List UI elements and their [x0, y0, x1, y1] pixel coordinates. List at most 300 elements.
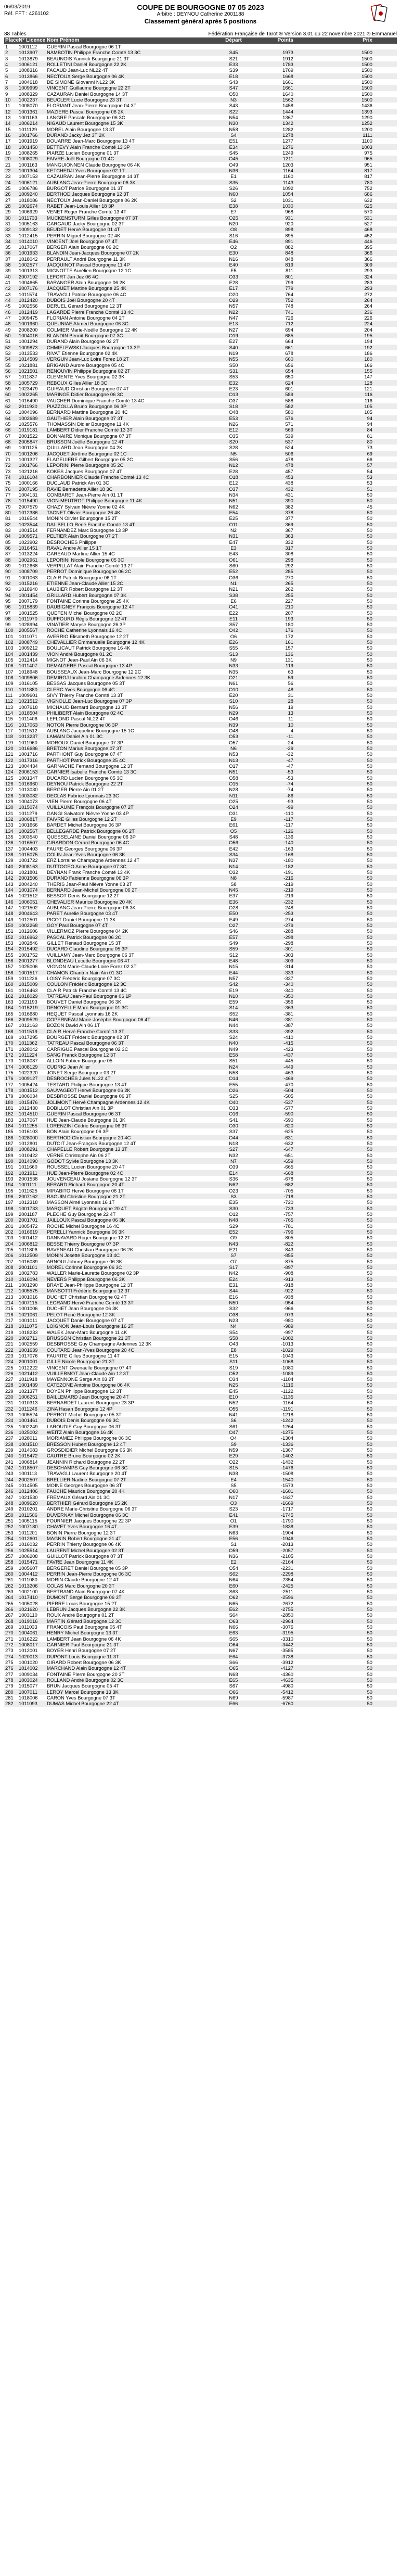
cell-prix: 50 [367, 1311, 372, 1317]
cell-licence: 1009806 [19, 675, 38, 681]
table-row [4, 56, 397, 61]
cell-nom: RENOUVIN Philippe Bourgogne 02 2T [47, 368, 131, 374]
cell-nom: ROCHE Catherine Lyonnais 16 4C [47, 627, 122, 633]
cell-licence: 1018029 [19, 993, 38, 999]
cell-place: 32 [5, 226, 11, 233]
cell-licence: 2007192 [19, 273, 38, 280]
cell-depart: O35 [229, 433, 238, 439]
cell-depart: O44 [229, 1134, 238, 1140]
cell-licence: 1010313 [19, 1400, 38, 1406]
cell-nom: VION André Bourgogne 01 2C [47, 651, 113, 657]
cell-depart: E58 [229, 1052, 238, 1058]
cell-depart: E48 [229, 957, 238, 963]
cell-licence: 1005424 [19, 1081, 38, 1087]
cell-place: 104 [5, 651, 14, 657]
cell-place: 199 [5, 1211, 14, 1217]
cell-place: 119 [5, 739, 13, 745]
cell-prix: 166 [364, 362, 372, 368]
table-row [4, 1435, 397, 1441]
tables-count: 88 Tables [4, 31, 27, 37]
cell-prix: 50 [367, 1046, 372, 1052]
cell-depart: E38 [229, 202, 238, 209]
cell-licence: 2007195 [19, 486, 38, 492]
cell-nom: ROLLETINI Daniel Bourgogne 22 2K [47, 61, 127, 67]
cell-place: 82 [5, 521, 11, 527]
cell-nom: BLONDEAU Lucette Bourgogne 06 4T [47, 957, 130, 963]
table-row [4, 1282, 397, 1288]
cell-depart: O48 [229, 728, 238, 734]
table-row [4, 745, 397, 751]
cell-place: 78 [5, 498, 11, 504]
cell-nom: BOUSSEAUX Jean-Marc Bourgogne 12 2C [47, 668, 141, 675]
table-row [4, 1300, 397, 1305]
cell-nom: CARON Yves Bourgogne 07 3T [47, 1694, 115, 1701]
cell-licence: 1002237 [19, 96, 38, 103]
cell-points: 56 [288, 680, 293, 687]
cell-place: 221 [5, 1341, 14, 1347]
cell-points: 478 [285, 462, 293, 468]
cell-depart: E32 [229, 379, 238, 386]
cell-points: -356 [283, 999, 293, 1005]
table-row [4, 262, 397, 268]
cell-prix: 50 [367, 757, 372, 763]
cell-place: 110 [5, 686, 13, 692]
cell-licence: 1004665 [19, 280, 38, 286]
cell-points: -966 [283, 1305, 293, 1312]
cell-nom: LORENZINI Cédric Bourgogne 06 3T [47, 1123, 127, 1129]
table-row [4, 1323, 397, 1329]
table-row [4, 1005, 397, 1010]
cell-depart: N18 [229, 1140, 238, 1147]
cell-place: 243 [5, 1470, 14, 1477]
table-row [4, 616, 397, 621]
cell-prix: 50 [367, 940, 372, 946]
table-row [4, 692, 397, 698]
cell-licence: 1009212 [19, 645, 38, 651]
cell-licence: 1002100 [19, 1588, 38, 1594]
cell-depart: N51 [229, 769, 238, 775]
cell-points: -908 [283, 1270, 293, 1276]
cell-licence: 1011960 [19, 739, 37, 745]
cell-points: -3585 [281, 1647, 293, 1654]
table-row [4, 44, 397, 49]
cell-nom: BRUSSON Joëlle Bourgogne 12 4T [47, 438, 124, 445]
cell-licence: 1012386 [19, 509, 38, 515]
cell-depart: E28 [229, 468, 238, 474]
cell-depart: S36 [229, 1176, 238, 1182]
cell-licence: 1001290 [19, 1281, 38, 1288]
cell-licence: 1016105 [19, 680, 38, 687]
table-row [4, 91, 397, 97]
cell-licence: 2005847 [19, 438, 38, 445]
cell-licence: 1001752 [19, 951, 38, 958]
cell-place: 55 [5, 362, 11, 368]
cell-prix: 50 [367, 893, 372, 899]
cell-licence: 1001313 [19, 268, 38, 274]
cell-place: 136 [5, 840, 14, 846]
cell-nom: BON Alain Bourgogne 06 3P [47, 1128, 109, 1135]
cell-place: 224 [5, 1359, 14, 1365]
cell-points: 748 [285, 303, 293, 309]
cell-points: -1637 [281, 1494, 293, 1500]
cell-depart: O37 [229, 486, 238, 492]
cell-licence: 1006929 [19, 209, 38, 215]
cell-licence: 1011075 [19, 1323, 37, 1329]
cell-depart: O46 [229, 716, 238, 722]
cell-depart: S16 [229, 232, 238, 238]
cell-depart: S45 [229, 49, 238, 56]
cell-licence: 1011660 [19, 1164, 37, 1170]
cell-prix: 66 [367, 456, 372, 462]
cell-licence: 1018504 [19, 710, 38, 716]
cell-prix: 50 [367, 810, 372, 816]
cell-prix: 105 [364, 403, 372, 410]
table-row [4, 1359, 397, 1364]
table-row [4, 621, 397, 627]
table-row [4, 1559, 397, 1565]
cell-points: -504 [283, 1087, 293, 1094]
table-row [4, 268, 397, 273]
cell-depart: N69 [229, 1694, 238, 1701]
cell-points: -2013 [281, 1541, 293, 1547]
cell-depart: N53 [229, 751, 238, 757]
cell-points: 895 [285, 232, 293, 238]
cell-licence: 1021801 [19, 869, 38, 875]
cell-depart: O45 [229, 156, 238, 162]
cell-prix: 50 [367, 1694, 372, 1701]
cell-prix: 50 [367, 698, 372, 704]
cell-place: 272 [5, 1641, 14, 1647]
cell-licence: 1001919 [19, 138, 38, 144]
cell-depart: N36 [229, 1553, 238, 1559]
cell-depart: E4 [230, 1476, 237, 1482]
table-row [4, 144, 397, 150]
table-row [4, 403, 397, 409]
table-row [4, 928, 397, 934]
cell-licence: 2009529 [19, 1017, 38, 1023]
cell-place: 257 [5, 1553, 14, 1559]
cell-place: 134 [5, 828, 14, 834]
cell-depart: O34 [229, 1376, 238, 1382]
cell-nom: RAVIE Bernadette Allier 18 3C [47, 486, 113, 492]
cell-nom: BERTHOD Christian Bourgogne 20 4C [47, 1134, 131, 1140]
cell-nom: VERNE Christophe Ain 06 2T [47, 1152, 111, 1158]
cell-licence: 2015492 [19, 946, 38, 952]
cell-place: 175 [5, 1070, 14, 1076]
cell-prix: 94 [367, 421, 372, 427]
cell-points: 779 [285, 285, 293, 291]
table-row [4, 1170, 397, 1176]
cell-depart: S44 [229, 1288, 238, 1294]
cell-nom: FLORIAN Antoine Bourgogne 04 2T [47, 315, 125, 321]
cell-nom: MICHAUD Bernard Bourgogne 13 3T [47, 704, 127, 710]
cell-depart: O43 [229, 1341, 238, 1347]
cell-nom: BRUSSON Christian Bourgogne 21 3T [47, 1335, 131, 1341]
cell-nom: BRETON Marius Bourgogne 07 3T [47, 745, 122, 752]
cell-nom: DUTTOGEO Anne Bourgogne 07 3C [47, 863, 127, 869]
table-row [4, 156, 397, 161]
cell-points: 848 [285, 256, 293, 262]
cell-nom: TATREAU Jean-Paul Bourgogne 06 1P [47, 993, 132, 999]
cell-nom: VIEN Pierre Bourgogne 06 4T [47, 798, 112, 804]
cell-points: 726 [285, 315, 293, 321]
cell-points: 255 [285, 592, 293, 598]
cell-prix: 366 [364, 256, 372, 262]
cell-nom: DUBOIS Joël Bourgogne 20 4T [47, 297, 115, 303]
cell-licence: 1006121 [19, 179, 38, 185]
cell-place: 276 [5, 1665, 14, 1671]
cell-points: -1275 [281, 1429, 293, 1436]
cell-nom: RIVAT Étienne Bourgogne 02 4K [47, 350, 118, 357]
cell-prix: 50 [367, 863, 372, 869]
cell-depart: N55 [229, 356, 238, 362]
cell-licence: 1019181 [19, 427, 38, 433]
cell-nom: TACNET Olivier Bourgogne 26 4K [47, 509, 121, 515]
table-header [4, 37, 397, 44]
cell-nom: BOULICAUT Patrick Bourgogne 16 4K [47, 645, 131, 651]
table-row [4, 132, 397, 138]
cell-points: -733 [283, 1205, 293, 1211]
cell-place: 241 [5, 1458, 14, 1465]
cell-place: 57 [5, 374, 11, 380]
table-row [4, 1070, 397, 1075]
cell-points: -705 [283, 1187, 293, 1194]
cell-points: 28 [288, 698, 293, 704]
cell-prix: 50 [367, 721, 372, 728]
cell-nom: MARINGE Didier Bourgogne 06 3C [47, 391, 123, 398]
cell-points: -781 [283, 1223, 293, 1229]
cell-points: -1304 [281, 1435, 293, 1441]
cell-nom: SAUVAGEOT Hervé Bourgogne 06 2K [47, 1087, 131, 1094]
cell-nom: GAUTHIER Alain Bourgogne 07 3T [47, 415, 123, 421]
cell-depart: N32 [229, 1152, 238, 1158]
cell-prix: 50 [367, 675, 372, 681]
table-row [4, 1612, 397, 1618]
cell-nom: LAUBIER Robert Bourgogne 12 3T [47, 586, 123, 592]
cell-licence: 2001506 [19, 875, 38, 881]
cell-place: 172 [5, 1052, 14, 1058]
cell-place: 21 [5, 161, 11, 168]
cell-nom: PERELLI Yannick Bourgogne 06 3K [47, 1228, 125, 1235]
cell-depart: S1 [230, 1541, 237, 1547]
cell-place: 200 [5, 1217, 14, 1223]
cell-points: 569 [285, 427, 293, 433]
table-row [4, 698, 397, 704]
cell-licence: 1016507 [19, 840, 38, 846]
cell-points: -2511 [281, 1588, 293, 1594]
cell-points: 378 [285, 509, 293, 515]
cell-points: -469 [283, 1075, 293, 1082]
table-row [4, 934, 397, 940]
cell-place: 229 [5, 1388, 14, 1394]
table-row [4, 492, 397, 498]
cell-points: -980 [283, 1317, 293, 1323]
cell-licence: 1021881 [19, 362, 38, 368]
cell-place: 63 [5, 409, 11, 415]
cell-licence: 1021216 [19, 468, 38, 474]
cell-depart: O3 [230, 1500, 237, 1506]
cell-prix: 272 [364, 291, 372, 297]
cell-points: -805 [283, 1235, 293, 1241]
cell-nom: PASCAL Patrick Bourgogne 06 2C [47, 934, 122, 940]
cell-licence: 1016680 [19, 1010, 38, 1017]
cell-place: 164 [5, 1005, 14, 1011]
cell-depart: N13 [229, 757, 238, 763]
cell-licence: 2001701 [19, 1217, 38, 1223]
cell-points: 848 [285, 250, 293, 256]
cell-place: 62 [5, 403, 11, 410]
cell-depart: O36 [229, 574, 238, 580]
cell-licence: 1011574 [19, 291, 37, 297]
cell-points: 1164 [282, 167, 293, 173]
cell-place: 240 [5, 1453, 14, 1459]
table-row [4, 415, 397, 421]
cell-depart: E12 [229, 480, 238, 486]
cell-licence: 1028011 [19, 1435, 37, 1441]
cell-nom: CARRIGUE Pascal Bourgogne 02 3C [47, 1046, 128, 1052]
table-row [4, 1093, 397, 1099]
cell-points: -765 [283, 1217, 293, 1223]
table-row [4, 510, 397, 515]
cell-nom: KETCHEDJI Yves Bourgogne 02 1T [47, 167, 125, 173]
cell-prix: 50 [367, 922, 372, 928]
cell-points: 920 [285, 220, 293, 226]
cell-depart: S53 [229, 374, 238, 380]
cell-prix: 50 [367, 981, 372, 987]
cell-place: 92 [5, 580, 11, 586]
cell-prix: 50 [367, 781, 372, 787]
table-row [4, 1164, 397, 1170]
table-row [4, 280, 397, 285]
cell-depart: O23 [229, 1187, 238, 1194]
cell-depart: O6 [230, 633, 237, 639]
cell-prix: 50 [367, 928, 372, 934]
cell-licence: 1008070 [19, 103, 38, 109]
cell-licence: 1016222 [19, 1635, 38, 1642]
cell-place: 252 [5, 1524, 14, 1530]
cell-prix: 50 [367, 739, 372, 745]
cell-depart: E34 [229, 144, 238, 150]
table-row [4, 993, 397, 999]
table-row [4, 675, 397, 680]
cell-prix: 50 [367, 1034, 372, 1040]
cell-prix: 1500 [361, 85, 372, 91]
cell-prix: 817 [364, 167, 372, 173]
cell-depart: O60 [229, 1488, 238, 1494]
cell-licence: 1023902 [19, 539, 38, 545]
table-row [4, 1400, 397, 1405]
cell-depart: O53 [229, 733, 238, 740]
cell-prix: 50 [367, 1128, 372, 1135]
cell-place: 34 [5, 238, 11, 244]
cell-depart: S30 [229, 1205, 238, 1211]
cell-licence: 1001514 [19, 527, 38, 533]
cell-depart: S14 [229, 1005, 238, 1011]
cell-points: -537 [283, 1099, 293, 1105]
cell-prix: 51 [367, 486, 372, 492]
cell-prix: 50 [367, 828, 372, 834]
cell-licence: 1012801 [19, 1140, 38, 1147]
cell-prix: 50 [367, 509, 372, 515]
cell-depart: E45 [229, 1388, 238, 1394]
cell-prix: 50 [367, 1052, 372, 1058]
cell-licence: 1023479 [19, 386, 38, 392]
table-row [4, 687, 397, 692]
cell-place: 179 [5, 1093, 14, 1099]
cell-prix: 155 [364, 368, 372, 374]
cell-depart: N39 [229, 721, 238, 728]
table-row [4, 244, 397, 250]
cell-nom: FAUCHE Maurice Bourgogne 20 4K [47, 1488, 125, 1494]
table-row [4, 1017, 397, 1022]
cell-nom: PIERRE Louis Bourgogne 15 2T [47, 1600, 117, 1606]
cell-depart: N1 [230, 580, 237, 586]
cell-prix: 951 [364, 161, 372, 168]
cell-prix: 50 [367, 1335, 372, 1341]
cell-points: 968 [285, 209, 293, 215]
cell-points: -363 [283, 1005, 293, 1011]
cell-depart: N35 [229, 668, 238, 675]
cell-licence: 1021193 [19, 999, 37, 1005]
table-row [4, 1406, 397, 1412]
cell-depart: N42 [229, 1270, 238, 1276]
cell-licence: 1018006 [19, 1694, 38, 1701]
cell-nom: FRANCOIS Paul Bourgogne 05 4T [47, 1623, 122, 1630]
cell-points: -279 [283, 922, 293, 928]
cell-depart: N45 [229, 886, 238, 893]
cell-licence: 2004240 [19, 881, 38, 887]
cell-nom: GRILLARD Hubert Bourgogne 07 3K [47, 592, 127, 598]
cell-depart: S20 [229, 438, 238, 445]
cell-depart: N6 [230, 745, 237, 752]
cell-prix: 50 [367, 1022, 372, 1029]
cell-licence: 1017076 [19, 1352, 38, 1359]
cell-place: 70 [5, 450, 11, 456]
cell-depart: N10 [229, 993, 238, 999]
cell-points: -117 [283, 822, 293, 828]
cell-points: -1002 [281, 1335, 293, 1341]
table-row [4, 1695, 397, 1701]
cell-points: 1282 [282, 126, 293, 132]
cell-prix: 50 [367, 957, 372, 963]
table-row [4, 963, 397, 969]
table-row [4, 1447, 397, 1453]
cell-prix: 81 [367, 433, 372, 439]
cell-points: -1745 [281, 1512, 293, 1518]
cell-prix: 50 [367, 1630, 372, 1636]
cell-prix: 50 [367, 1394, 372, 1400]
cell-licence: 1012606 [19, 928, 38, 934]
cell-place: 270 [5, 1630, 14, 1636]
cell-prix: 50 [367, 963, 372, 970]
cell-depart: S29 [229, 1223, 238, 1229]
cell-points: 1092 [282, 185, 293, 191]
cell-points: -922 [283, 1288, 293, 1294]
cell-nom: ZINA Hasan Bourgogne 12 4P [47, 1405, 113, 1412]
table-row [4, 1264, 397, 1270]
cell-nom: ARNOUI Johnny Bourgogne 06 3K [47, 1258, 122, 1264]
cell-depart: N8 [230, 875, 237, 881]
cell-licence: 1018042 [19, 256, 38, 262]
cell-nom: JACQUET Daniel Bourgogne 07 4T [47, 1317, 124, 1323]
cell-prix: 975 [364, 149, 372, 156]
table-row [4, 1111, 397, 1116]
cell-depart: N27 [229, 326, 238, 333]
cell-prix: 50 [367, 1158, 372, 1164]
cell-depart: O39 [229, 1164, 238, 1170]
cell-nom: BELLEGARDE Patrick Bourgogne 06 2T [47, 828, 135, 834]
cell-place: 173 [5, 1058, 14, 1064]
